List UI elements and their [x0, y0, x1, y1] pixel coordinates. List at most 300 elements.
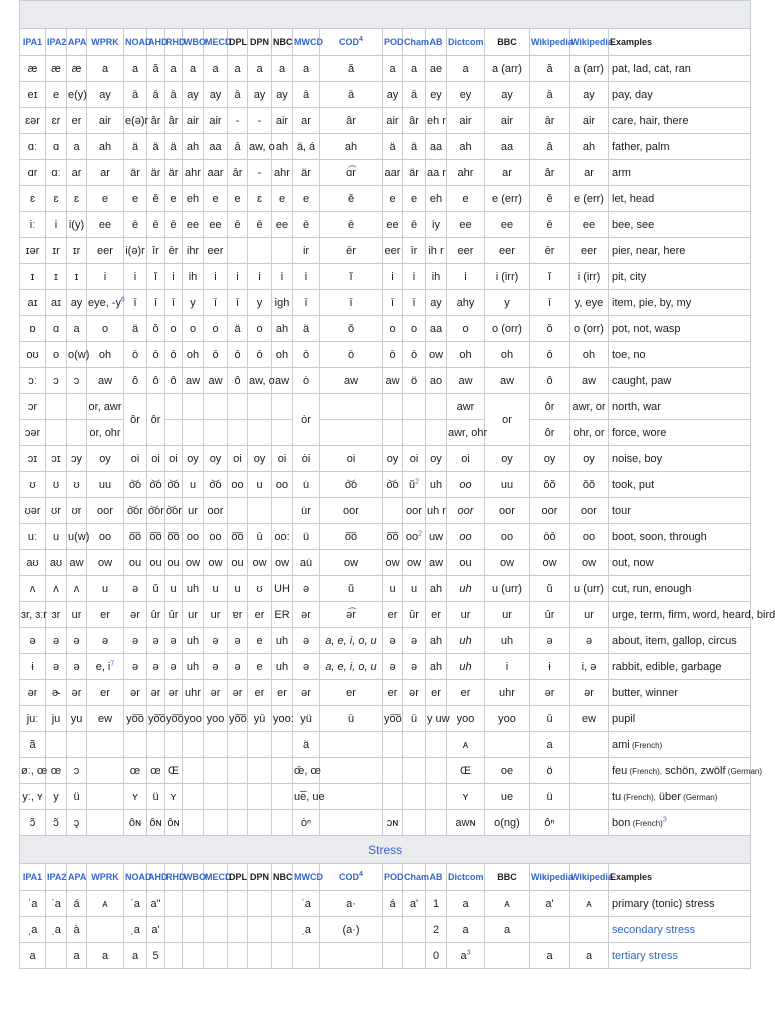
table-cell	[204, 917, 228, 943]
table-cell: ʊ	[248, 576, 272, 602]
table-cell: ɑ	[46, 134, 67, 160]
table-cell: ĕ	[530, 186, 570, 212]
table-cell: a	[272, 56, 293, 82]
table-cell: o͝or	[147, 498, 165, 524]
table-row	[20, 290, 751, 316]
column-header[interactable]	[20, 29, 46, 56]
table-cell	[426, 420, 447, 446]
table-cell: a	[67, 943, 87, 969]
table-cell: oor	[447, 498, 485, 524]
table-row	[20, 654, 751, 680]
column-header[interactable]	[485, 29, 530, 56]
table-cell: aw	[204, 368, 228, 394]
table-cell: ah	[426, 576, 447, 602]
example-words: out, now	[609, 550, 751, 576]
table-cell: a·	[320, 891, 383, 917]
table-row	[20, 810, 751, 836]
table-cell: a	[485, 917, 530, 943]
table-cell: ee	[87, 212, 124, 238]
table-cell: e	[447, 186, 485, 212]
column-header[interactable]	[403, 29, 430, 56]
column-header[interactable]	[570, 29, 613, 56]
table-cell: ʊr	[46, 498, 67, 524]
table-cell: ē	[530, 212, 570, 238]
table-cell: ow	[272, 550, 293, 576]
column-header[interactable]	[204, 29, 232, 56]
footnote-link[interactable]: 6	[121, 295, 125, 303]
table-cell	[87, 810, 124, 836]
footnote-link[interactable]: 4	[359, 871, 363, 878]
pronunciation-respelling-table	[19, 0, 775, 969]
table-cell: œ̄, œ	[293, 758, 320, 784]
table-cell: oi	[124, 446, 147, 472]
table-cell	[204, 943, 228, 969]
table-cell: eer	[485, 238, 530, 264]
table-cell: ō	[320, 342, 383, 368]
table-cell: i	[46, 212, 67, 238]
table-cell: ē	[147, 212, 165, 238]
table-cell	[403, 732, 426, 758]
table-row	[20, 134, 751, 160]
table-cell: a	[403, 56, 426, 82]
table-cell: aw	[67, 550, 87, 576]
table-cell: ā	[147, 82, 165, 108]
table-cell: ä	[293, 316, 320, 342]
table-cell	[46, 420, 67, 446]
table-cell: a	[383, 56, 403, 82]
table-cell: ä	[403, 134, 426, 160]
column-header[interactable]	[46, 864, 67, 891]
table-cell	[403, 943, 426, 969]
table-cell: à	[67, 917, 87, 943]
table-cell: air	[383, 108, 403, 134]
table-row	[20, 628, 751, 654]
table-cell: ah	[320, 134, 383, 160]
footnote-link[interactable]: 4	[359, 36, 363, 43]
table-cell: o	[87, 316, 124, 342]
table-cell: e	[293, 186, 320, 212]
table-cell: är	[403, 160, 426, 186]
table-cell: ē	[248, 212, 272, 238]
table-cell: âr	[147, 108, 165, 134]
table-cell: ah	[272, 134, 293, 160]
column-header[interactable]	[320, 29, 383, 56]
table-cell: ar	[87, 160, 124, 186]
table-row	[20, 394, 751, 420]
table-cell: i (irr)	[485, 264, 530, 290]
table-cell: a	[447, 56, 485, 82]
table-cell: oy	[383, 446, 403, 472]
column-header-label: Cham	[404, 872, 430, 882]
table-cell	[272, 732, 293, 758]
table-cell: ə	[165, 654, 183, 680]
table-cell	[183, 758, 204, 784]
table-cell: uh r	[426, 498, 447, 524]
table-cell: oor	[485, 498, 530, 524]
table-cell: ʏ	[124, 784, 147, 810]
table-cell: a'	[147, 917, 165, 943]
table-cell: yu	[67, 706, 87, 732]
table-cell: ə	[20, 628, 46, 654]
table-cell: oor	[320, 498, 383, 524]
table-cell: ə	[124, 628, 147, 654]
column-header[interactable]	[570, 864, 613, 891]
table-cell	[183, 917, 204, 943]
table-cell: a, e, i, o, u	[320, 628, 383, 654]
table-cell: ɛr	[46, 108, 67, 134]
column-header[interactable]	[204, 864, 232, 891]
table-cell: aa	[426, 316, 447, 342]
table-cell: er	[447, 680, 485, 706]
table-cell: oo	[447, 524, 485, 550]
table-cell: ah	[183, 134, 204, 160]
column-header[interactable]	[272, 29, 293, 56]
table-cell: or	[485, 394, 530, 446]
table-cell: ûr	[165, 602, 183, 628]
table-cell: ur	[485, 602, 530, 628]
footnote-link[interactable]: 2	[418, 529, 423, 537]
table-cell: yoo	[485, 706, 530, 732]
table-cell: air	[570, 108, 609, 134]
column-header[interactable]	[248, 29, 272, 56]
table-cell: ɑ͡r	[320, 160, 383, 186]
table-cell: ɛ	[67, 186, 87, 212]
table-cell	[426, 732, 447, 758]
table-cell: o	[248, 316, 272, 342]
column-header-label: Dictcom	[448, 37, 484, 47]
table-cell: ā	[320, 82, 383, 108]
column-header[interactable]	[147, 29, 168, 56]
table-cell: ĕ	[320, 186, 383, 212]
table-cell: eh	[426, 186, 447, 212]
table-cell: a	[165, 56, 183, 82]
table-cell	[204, 758, 228, 784]
example-words: force, wore	[609, 420, 751, 446]
table-cell: oo	[485, 524, 530, 550]
table-cell: ä	[124, 134, 147, 160]
column-header[interactable]	[272, 864, 293, 891]
table-cell: ē	[293, 212, 320, 238]
table-cell: Œ	[447, 758, 485, 784]
table-cell: o͝o	[204, 472, 228, 498]
column-header[interactable]	[293, 864, 323, 891]
table-cell	[87, 784, 124, 810]
table-cell: ər	[228, 680, 248, 706]
table-cell: ār	[228, 160, 248, 186]
table-cell: (a·)	[320, 917, 383, 943]
table-cell: i(ə)r	[124, 238, 147, 264]
table-cell: air	[87, 108, 124, 134]
table-cell: yo͞o	[228, 706, 248, 732]
table-cell: ō	[293, 342, 320, 368]
table-cell: a	[20, 943, 46, 969]
table-cell	[272, 420, 293, 446]
table-cell: a	[293, 56, 320, 82]
table-cell: ɛ	[46, 186, 67, 212]
footnote-link[interactable]: 3	[662, 815, 667, 823]
table-cell: ô	[165, 368, 183, 394]
table-row	[20, 784, 751, 810]
column-header[interactable]	[447, 864, 485, 891]
table-cell: er	[320, 680, 383, 706]
table-cell: oo	[570, 524, 609, 550]
example-words: north, war	[609, 394, 751, 420]
table-cell	[383, 917, 403, 943]
table-cell: e (err)	[570, 186, 609, 212]
column-header[interactable]	[124, 864, 152, 891]
table-cell	[320, 732, 383, 758]
table-cell: air	[204, 108, 228, 134]
table-cell: ī	[228, 290, 248, 316]
table-cell: ow	[383, 550, 403, 576]
column-header[interactable]	[67, 29, 87, 56]
footnote-link[interactable]: 7	[110, 659, 115, 667]
table-cell: ə	[293, 654, 320, 680]
table-cell	[272, 394, 293, 420]
table-cell: är	[165, 160, 183, 186]
column-header[interactable]	[485, 864, 530, 891]
table-cell: i	[87, 264, 124, 290]
table-cell: ɔː	[20, 368, 46, 394]
table-cell: ȯr	[293, 394, 320, 446]
table-cell: oi	[272, 446, 293, 472]
column-header-label: MWCD	[294, 37, 323, 47]
stress-link[interactable]: secondary stress	[609, 917, 751, 943]
column-header[interactable]	[165, 29, 186, 56]
table-cell: o͞o	[147, 524, 165, 550]
table-cell: eer	[204, 238, 228, 264]
table-cell: ə	[383, 628, 403, 654]
example-words: father, palm	[609, 134, 751, 160]
table-cell: ihr	[183, 238, 204, 264]
column-header[interactable]	[165, 864, 186, 891]
table-cell: ˈa	[124, 891, 147, 917]
table-row	[20, 472, 751, 498]
language-note: (German)	[680, 792, 718, 802]
table-cell: oor	[87, 498, 124, 524]
table-cell: ɔɪ	[46, 446, 67, 472]
table-cell: ɔy	[67, 446, 87, 472]
table-cell: ə	[383, 654, 403, 680]
column-header[interactable]	[183, 29, 204, 56]
table-cell: ow	[204, 550, 228, 576]
table-row	[20, 732, 751, 758]
column-header-label: WPRK	[91, 37, 119, 47]
table-cell	[228, 732, 248, 758]
table-cell: air	[447, 108, 485, 134]
table-cell: ˌa	[46, 917, 67, 943]
table-cell: a, e, i, o, u	[320, 654, 383, 680]
table-cell: uh	[272, 628, 293, 654]
column-header[interactable]	[426, 29, 447, 56]
footnote-link[interactable]: 2	[415, 477, 420, 485]
column-header[interactable]	[383, 864, 403, 891]
table-cell: er	[87, 602, 124, 628]
table-cell: ɔ̃	[46, 810, 67, 836]
table-cell: ə	[67, 654, 87, 680]
column-header[interactable]	[67, 864, 87, 891]
table-cell: o (orr)	[485, 316, 530, 342]
table-cell: ˈa	[293, 891, 320, 917]
column-header[interactable]	[147, 864, 168, 891]
table-cell: ə	[293, 576, 320, 602]
table-cell: ə	[46, 628, 67, 654]
column-header[interactable]	[183, 864, 204, 891]
table-cell: ar	[67, 160, 87, 186]
table-cell: ū	[530, 706, 570, 732]
table-cell: ɪr	[67, 238, 87, 264]
table-cell: á	[383, 891, 403, 917]
table-row	[20, 943, 751, 969]
table-cell: u	[165, 576, 183, 602]
table-cell: ʊ	[67, 472, 87, 498]
table-cell: ay	[248, 82, 272, 108]
table-cell	[383, 943, 403, 969]
table-cell: ˌa	[20, 917, 46, 943]
table-cell: ēr	[530, 238, 570, 264]
table-cell: eye, $-y^6$	[87, 290, 124, 316]
table-cell: ˌa	[293, 917, 320, 943]
table-cell: a	[248, 56, 272, 82]
language-note: (French),	[627, 766, 662, 776]
table-cell	[228, 420, 248, 446]
table-cell	[228, 810, 248, 836]
example-words: butter, winner	[609, 680, 751, 706]
example-words: pit, city	[609, 264, 751, 290]
table-cell: uh	[272, 654, 293, 680]
table-cell: iː	[20, 212, 46, 238]
column-header[interactable]	[87, 864, 124, 891]
table-cell: o͝or	[165, 498, 183, 524]
table-cell: ʏ	[165, 784, 183, 810]
table-cell	[165, 891, 183, 917]
table-cell: UH	[272, 576, 293, 602]
table-cell: ä	[147, 134, 165, 160]
table-cell: âr	[165, 108, 183, 134]
example-words: tour	[609, 498, 751, 524]
table-cell: ä	[165, 134, 183, 160]
column-header[interactable]	[530, 29, 573, 56]
table-cell: ir	[293, 238, 320, 264]
pronunciation-table-container	[19, 0, 775, 969]
column-header[interactable]	[124, 29, 152, 56]
table-cell: uh	[183, 654, 204, 680]
column-header[interactable]	[87, 29, 124, 56]
table-cell	[403, 758, 426, 784]
table-cell: ur	[447, 602, 485, 628]
table-cell: oy	[485, 446, 530, 472]
table-cell: ē	[320, 212, 383, 238]
table-cell: i, ə	[570, 654, 609, 680]
column-header[interactable]	[403, 864, 430, 891]
column-header[interactable]	[20, 864, 46, 891]
column-header[interactable]	[228, 864, 248, 891]
table-cell: y	[248, 290, 272, 316]
table-cell: ɐr	[228, 602, 248, 628]
table-cell: oh	[447, 342, 485, 368]
column-header[interactable]	[383, 29, 403, 56]
stress-link[interactable]: tertiary stress	[609, 943, 751, 969]
table-cell: ɪ	[67, 264, 87, 290]
table-cell: o(w)	[67, 342, 87, 368]
table-cell: ûr	[147, 602, 165, 628]
table-cell: ue̅, ue	[293, 784, 320, 810]
table-cell: ôr	[530, 394, 570, 420]
table-cell: ur	[67, 602, 87, 628]
table-cell	[248, 943, 272, 969]
table-cell: o	[183, 316, 204, 342]
table-cell: u (urr)	[570, 576, 609, 602]
table-cell: $ŭ^2$	[403, 472, 426, 498]
table-cell	[272, 917, 293, 943]
table-cell: ə	[403, 628, 426, 654]
table-cell	[228, 498, 248, 524]
table-cell: oi	[228, 446, 248, 472]
table-row	[20, 316, 751, 342]
table-cell	[228, 891, 248, 917]
column-header[interactable]	[46, 29, 67, 56]
column-header[interactable]	[228, 29, 248, 56]
table-cell	[228, 917, 248, 943]
table-cell: aw	[272, 368, 293, 394]
footnote-link[interactable]: 3	[466, 948, 471, 956]
table-cell: ow	[426, 342, 447, 368]
column-header[interactable]	[447, 29, 485, 56]
table-cell: œ	[124, 758, 147, 784]
table-cell: ŭ	[320, 576, 383, 602]
table-cell: e	[124, 186, 147, 212]
column-header[interactable]	[248, 864, 272, 891]
table-cell: ih	[426, 264, 447, 290]
table-cell: eer	[87, 238, 124, 264]
table-cell: -	[248, 108, 272, 134]
table-cell: oy	[183, 446, 204, 472]
column-header-label: Wikipedia	[571, 37, 613, 47]
column-header-label: AB	[429, 872, 443, 882]
table-cell: u̇r	[293, 498, 320, 524]
column-header[interactable]	[530, 864, 573, 891]
table-cell: oi	[320, 446, 383, 472]
table-cell: ī	[293, 290, 320, 316]
column-header[interactable]	[293, 29, 323, 56]
table-cell: juː	[20, 706, 46, 732]
table-cell: ar	[485, 160, 530, 186]
column-header[interactable]	[426, 864, 447, 891]
table-cell	[383, 498, 403, 524]
table-cell: ou	[165, 550, 183, 576]
table-cell: ŏ	[530, 316, 570, 342]
table-cell: ər	[165, 680, 183, 706]
table-cell: a	[87, 56, 124, 82]
table-cell	[228, 394, 248, 420]
table-cell: aw	[320, 368, 383, 394]
table-cell: o	[46, 342, 67, 368]
table-cell: oy	[248, 446, 272, 472]
table-cell	[183, 943, 204, 969]
table-cell: ɔɴ	[383, 810, 403, 836]
table-cell: ʊ	[46, 472, 67, 498]
table-cell: ay	[87, 82, 124, 108]
table-cell: aw	[426, 550, 447, 576]
table-cell	[87, 917, 124, 943]
table-cell: er	[87, 680, 124, 706]
table-cell: a (arr)	[570, 56, 609, 82]
column-header[interactable]	[320, 864, 383, 891]
table-cell: ah	[447, 134, 485, 160]
table-cell: ahr	[447, 160, 485, 186]
table-cell	[570, 758, 609, 784]
table-cell: ɑr	[20, 160, 46, 186]
